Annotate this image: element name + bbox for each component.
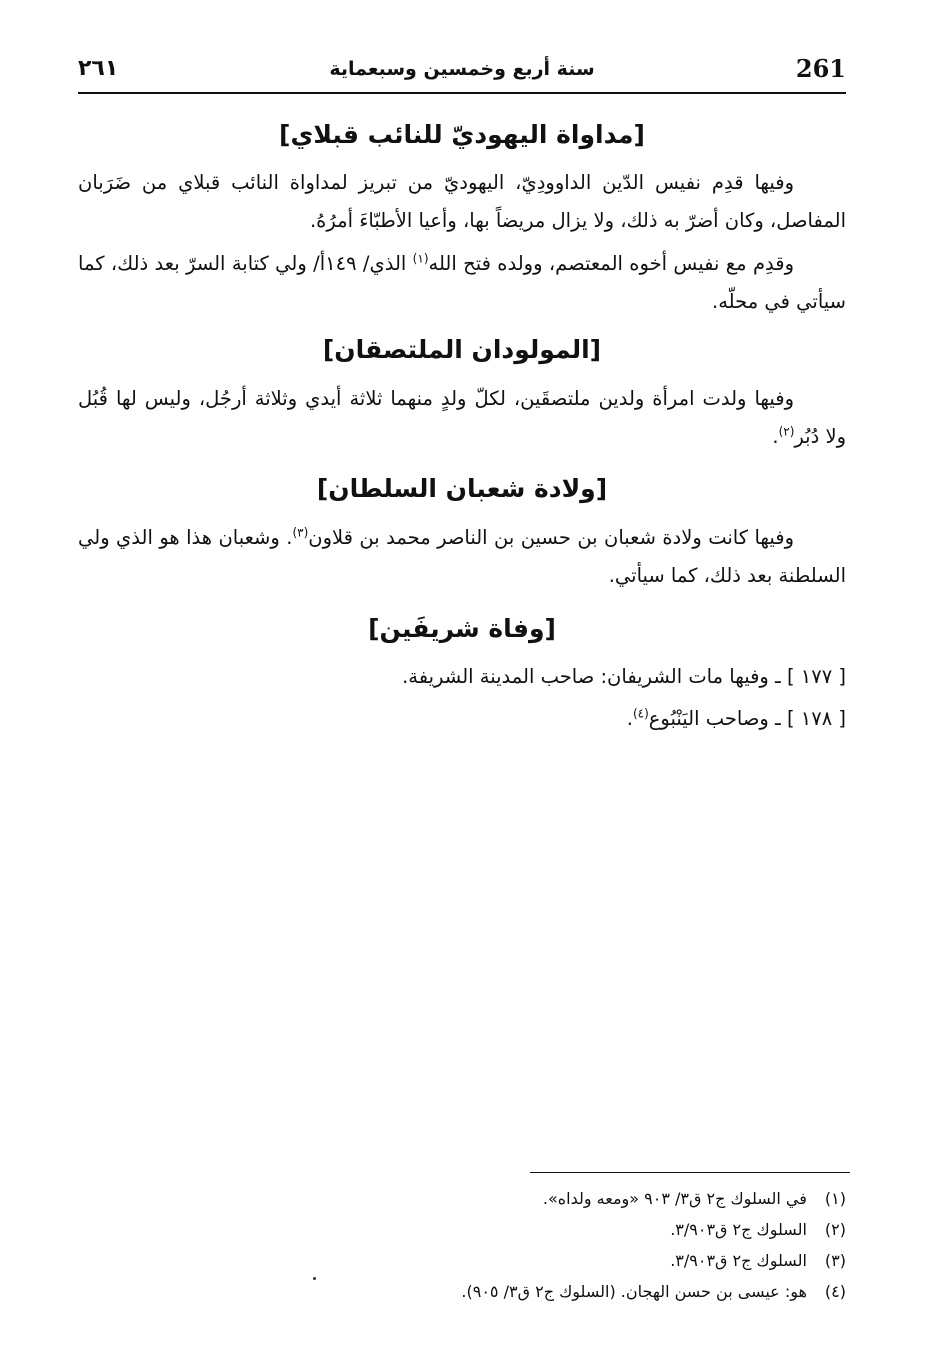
ink-speck bbox=[313, 1277, 316, 1280]
footnote-separator bbox=[530, 1172, 850, 1173]
footnotes bbox=[246, 1183, 846, 1307]
section-title: [وفاة شريفَين] bbox=[368, 614, 556, 643]
entry-number: [ ١٧٨ ] bbox=[786, 707, 846, 730]
section-title: [ولادة شعبان السلطان] bbox=[316, 474, 608, 503]
paragraph: وفيها كانت ولادة شعبان بن حسين بن الناصر محمد بن قلاون$^{(٣)}$. وشعبان هذا هو الذي ولي السلطنة بعد ذلك، كما سيأتي. bbox=[78, 525, 846, 587]
footnote-ref: (١) bbox=[412, 251, 429, 266]
list-item: [ ١٧٧ ] ـ وفيها مات الشريفان: صاحب المدينة الشريفة. bbox=[402, 665, 846, 688]
footnote: (١) في السلوك ج٢ ق٣/ ٩٠٣ «ومعه ولداه». bbox=[542, 1189, 846, 1208]
running-header bbox=[78, 52, 846, 94]
entry-number: [ ١٧٧ ] bbox=[786, 665, 846, 688]
paragraph: وقدِم مع نفيس أخوه المعتصم، وولده فتح الله$^{(١)}$ الذي/ ١٤٩أ/ ولي كتابة السرّ بعد ذلك، كما سيأتي في محلّه. bbox=[78, 251, 846, 313]
footnote: (٢) السلوك ج٢ ق٣/٩٠٣. bbox=[670, 1220, 846, 1239]
page-number-arabic: ٢٦١ bbox=[78, 56, 119, 81]
footnote-ref: (٣) bbox=[292, 525, 309, 540]
footnote: (٣) السلوك ج٢ ق٣/٩٠٣. bbox=[670, 1251, 846, 1270]
footnote-ref: (٤) bbox=[632, 706, 649, 721]
section-title: [مداواة اليهوديّ للنائب قبلاي] bbox=[279, 120, 645, 149]
footnote-ref: (٢) bbox=[778, 424, 795, 439]
footnote: (٤) هو: عيسى بن حسن الهجان. (السلوك ج٢ ق٣/ ٩٠٥). bbox=[461, 1282, 846, 1301]
list-item: [ ١٧٨ ] ـ وصاحب اليَنْبُوع$^{(٤)}$. bbox=[626, 706, 846, 730]
page-number-latin: 261 bbox=[795, 54, 846, 83]
running-title: سنة أربع وخمسين وسبعماية bbox=[329, 58, 595, 80]
section-title: [المولودان الملتصقان] bbox=[322, 335, 602, 364]
paragraph: وفيها ولدت امرأة ولدين ملتصقَين، لكلّ ولدٍ منهما ثلاثة أيدي وثلاثة أرجُل، وليس لها قُبُل ولا دُبُر$^{(٢)}$. bbox=[78, 387, 846, 448]
paragraph: وفيها قدِم نفيس الدّين الداوودِيّ، اليهوديّ من تبريز لمداواة النائب قبلاي من ضَرَبان المفاصل، وكان أضرّ به ذلك، ولا يزال مريضاً بها، وأعيا الأطبّاءَ أمرُهُ. bbox=[78, 171, 846, 232]
